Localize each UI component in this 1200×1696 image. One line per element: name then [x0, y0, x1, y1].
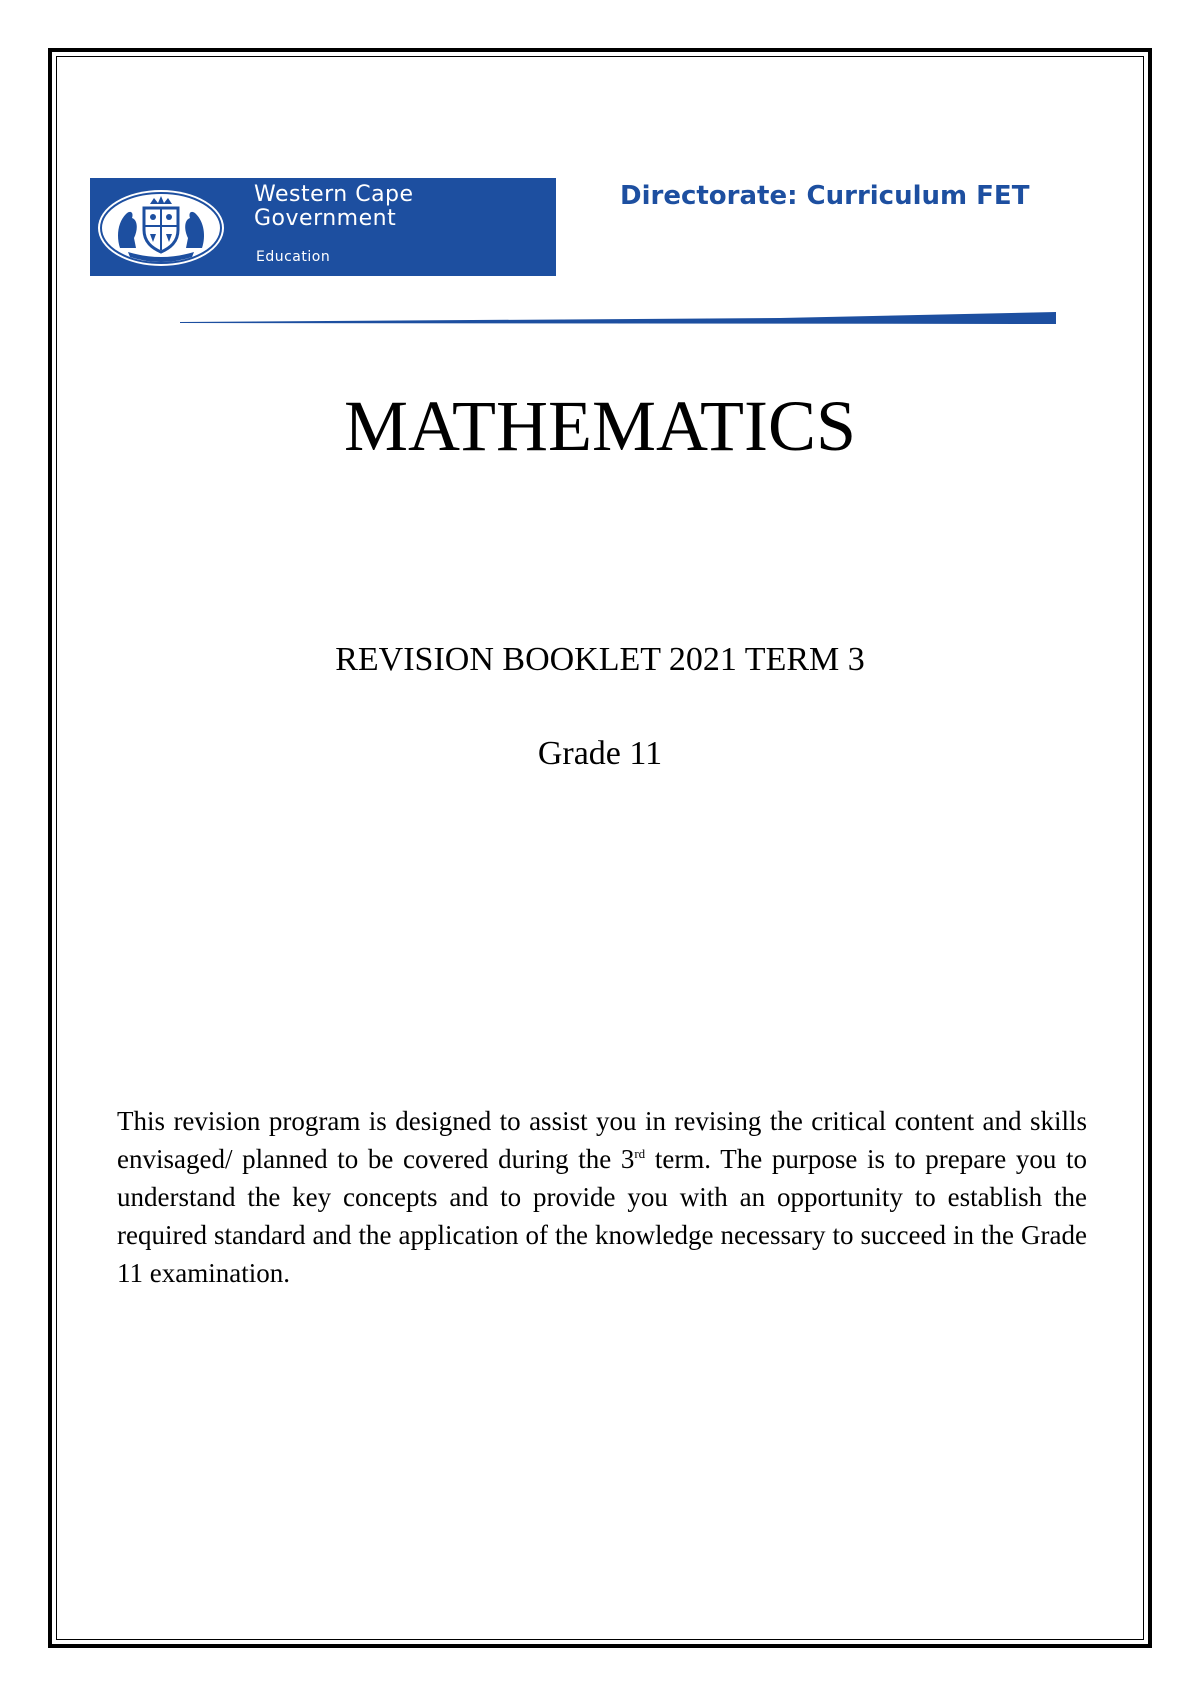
page-border: [48, 48, 1152, 1648]
western-cape-government-logo: [90, 178, 556, 276]
intro-text-part1: This revision program is designed to assist you in revising the critical content and skills envisaged/ planned to be covered during the 3: [117, 1106, 1087, 1174]
logo-text-education: Education: [256, 249, 331, 265]
crest-oval: [98, 190, 224, 266]
coat-of-arms-icon: [98, 190, 224, 266]
intro-superscript: rd: [634, 1146, 646, 1161]
intro-paragraph: [117, 1102, 1087, 1292]
page-title: MATHEMATICS: [343, 386, 857, 466]
grade-label: Grade 11: [537, 735, 663, 772]
intro-text-part2: term. The purpose is to prepare you to understand the key concepts and to provide you with an opportunity to establish the required standard and the application of the knowledge necessary to succeed in the Grade 11 examination.: [117, 1144, 1087, 1288]
logo-text-western-cape: Western Cape: [254, 182, 414, 207]
header-rule: [180, 310, 1056, 324]
booklet-subtitle: REVISION BOOKLET 2021 TERM 3: [335, 641, 865, 678]
logo-text-government: Government: [254, 206, 397, 231]
directorate-heading: Directorate: Curriculum FET: [620, 181, 1030, 211]
